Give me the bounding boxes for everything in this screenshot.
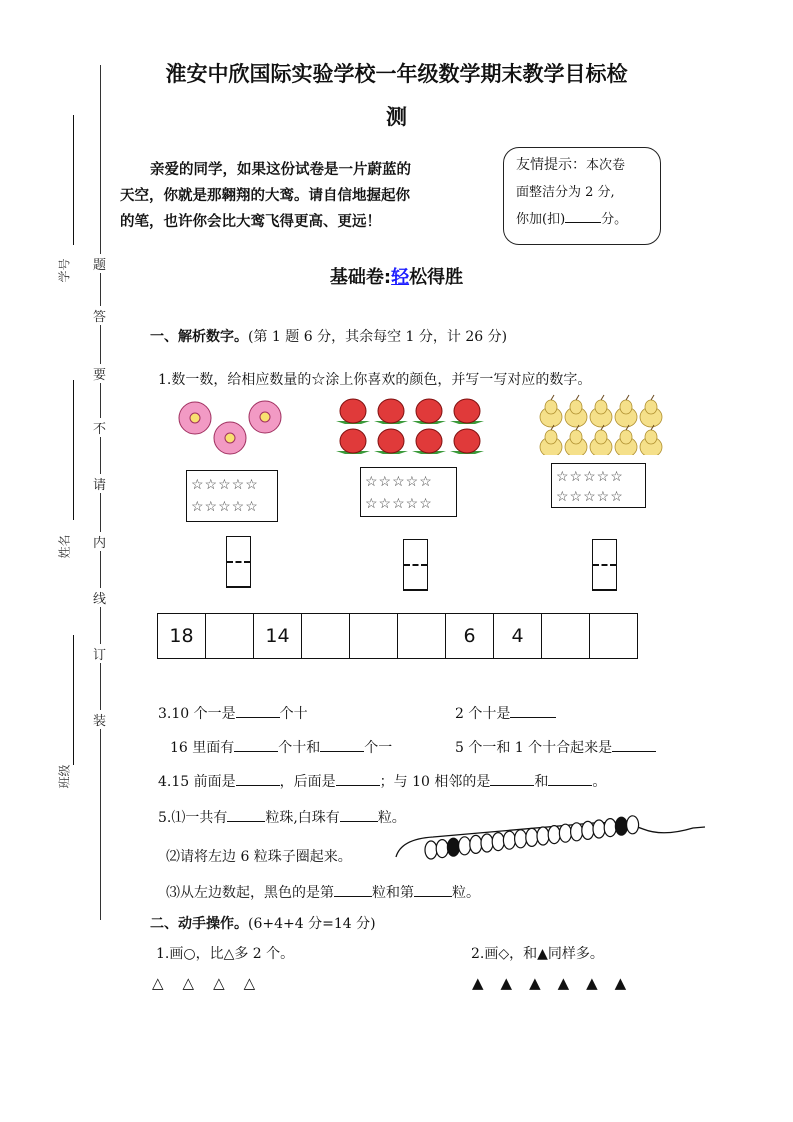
answer-box-flowers[interactable] [226,536,251,588]
binding-char: 要 [93,364,106,383]
section-title: 二、动手操作。 [150,916,248,932]
white-bead [459,837,471,855]
section-title: 一、解析数字。 [150,329,248,345]
intro-paragraph [120,157,411,235]
answer-blank[interactable] [234,737,278,752]
solid-triangles: ▲ ▲ ▲ ▲ ▲ ▲ [472,974,628,992]
tip-box [503,147,661,245]
tip-blank[interactable] [565,209,601,223]
black-bead [447,838,459,856]
pear [640,395,662,427]
rose [412,399,446,424]
roses-picture [335,395,490,457]
section-note: (6+4+4 分=14 分) [248,916,376,932]
rose [336,399,370,424]
pear [565,425,587,455]
pear [615,425,637,455]
answer-blank[interactable] [336,771,380,786]
question-5-1: 5.⑴一共有 粒珠,白珠有 粒。 [158,807,406,827]
class-label: 班级 [57,764,72,789]
question-5-2: ⑵请将左边 6 粒珠子圈起来。 [166,849,352,865]
white-bead [503,831,515,849]
binding-char: 装 [93,710,106,729]
star-box-flowers[interactable]: ☆☆☆☆☆ ☆☆☆☆☆ [186,470,278,522]
rose [450,399,484,424]
number-cell[interactable]: 6 [446,614,494,659]
number-cell[interactable] [398,614,446,659]
white-bead [492,833,504,851]
answer-blank[interactable] [490,771,534,786]
tip-heading: 友情提示： [516,157,586,173]
section2-question-1: 1.画○，比△多 2 个。 [156,946,295,962]
question-3c: 16 里面有 个十和 个一 [170,737,392,757]
beads-string-picture [393,815,708,865]
student-no-label: 学号 [57,258,72,283]
number-sequence-table [157,613,638,659]
star-box-pears[interactable]: ☆☆☆☆☆ ☆☆☆☆☆ [551,463,646,508]
white-bead [582,821,594,839]
subtitle-text: 松得胜 [409,267,464,288]
exam-title-cont: 测 [386,104,407,129]
pears-picture [538,393,668,455]
flowers-picture [175,400,285,460]
rose [374,399,408,424]
flower [214,422,246,454]
star-box-roses[interactable]: ☆☆☆☆☆ ☆☆☆☆☆ [360,467,457,517]
number-cell[interactable] [206,614,254,659]
white-bead [593,820,605,838]
tip-text: 分。 [601,212,628,227]
open-triangles: △ △ △ △ [152,974,258,992]
flower [249,401,281,433]
white-bead [548,826,560,844]
answer-blank[interactable] [612,737,656,752]
rose [336,429,370,454]
binding-char: 答 [93,306,106,325]
section2-question-2: 2.画◇，和▲同样多。 [471,946,604,962]
binding-char: 请 [93,474,106,493]
exam-title: 淮安中欣国际实验学校一年级数学期末教学目标检 [165,61,628,86]
question-5-3: ⑶从左边数起，黑色的是第 粒和第 粒。 [166,882,480,902]
binding-char: 题 [93,254,106,273]
pear [540,425,562,455]
question-4: 4.15 前面是 ，后面是 ；与 10 相邻的是 和 。 [158,771,606,791]
subtitle-highlight: 轻 [391,267,410,288]
answer-box-pears[interactable] [592,539,617,591]
question-3b: 2 个十是 [455,703,556,723]
pear [615,395,637,427]
answer-blank[interactable] [510,703,556,718]
pear [590,425,612,455]
answer-blank[interactable] [340,807,378,822]
question-3d: 5 个一和 1 个十合起来是 [455,737,656,757]
flower [179,402,211,434]
subtitle [0,263,793,289]
question-3a: 3.10 个一是 个十 [158,703,308,723]
number-cell[interactable] [350,614,398,659]
white-bead [537,827,549,845]
answer-blank[interactable] [236,703,280,718]
name-line [73,380,74,520]
white-bead [526,828,538,846]
number-cell[interactable]: 4 [494,614,542,659]
binding-char: 线 [93,588,106,607]
binding-char: 内 [93,532,106,551]
intro-line: 亲爱的同学，如果这份试卷是一片蔚蓝的 [150,162,411,178]
answer-box-roses[interactable] [403,539,428,591]
number-cell[interactable] [590,614,638,659]
section2-heading [150,913,376,933]
intro-line: 的笔，也许你会比大鸾飞得更高、更远！ [120,214,381,230]
question-1: 1.数一数，给相应数量的☆涂上你喜欢的颜色，并写一写对应的数字。 [158,372,592,388]
student-no-line [73,115,74,245]
binding-char: 不 [93,418,106,437]
rose [412,429,446,454]
white-bead [571,823,583,841]
pear [590,395,612,427]
number-cell[interactable] [542,614,590,659]
tip-text: 本次卷 [586,158,626,173]
white-bead [481,834,493,852]
section1-heading [150,326,507,346]
tip-text: 面整洁分为 2 分, [516,185,615,200]
white-bead [515,830,527,848]
class-line [73,635,74,765]
white-bead [627,816,639,834]
answer-blank[interactable] [227,807,265,822]
pear [640,425,662,455]
white-bead [604,819,616,837]
answer-blank[interactable] [320,737,364,752]
tip-text: 你加(扣) [516,212,566,227]
number-cell[interactable]: 14 [254,614,302,659]
name-label: 姓名 [57,534,72,559]
pear [540,395,562,427]
white-bead [559,824,571,842]
rose [450,429,484,454]
black-bead [615,817,627,835]
answer-blank[interactable] [548,771,592,786]
answer-blank[interactable] [236,771,280,786]
number-cell[interactable] [302,614,350,659]
answer-blank[interactable] [414,882,452,897]
section-note: (第 1 题 6 分，其余每空 1 分，计 26 分) [248,329,508,345]
binding-char: 订 [93,644,106,663]
number-cell[interactable]: 18 [158,614,206,659]
white-bead [436,840,448,858]
answer-blank[interactable] [334,882,372,897]
rose [374,429,408,454]
intro-line: 天空，你就是那翱翔的大鸾。请自信地握起你 [120,188,410,204]
subtitle-text: 基础卷: [329,267,392,288]
pear [565,395,587,427]
white-bead [470,835,482,853]
white-bead [425,841,437,859]
